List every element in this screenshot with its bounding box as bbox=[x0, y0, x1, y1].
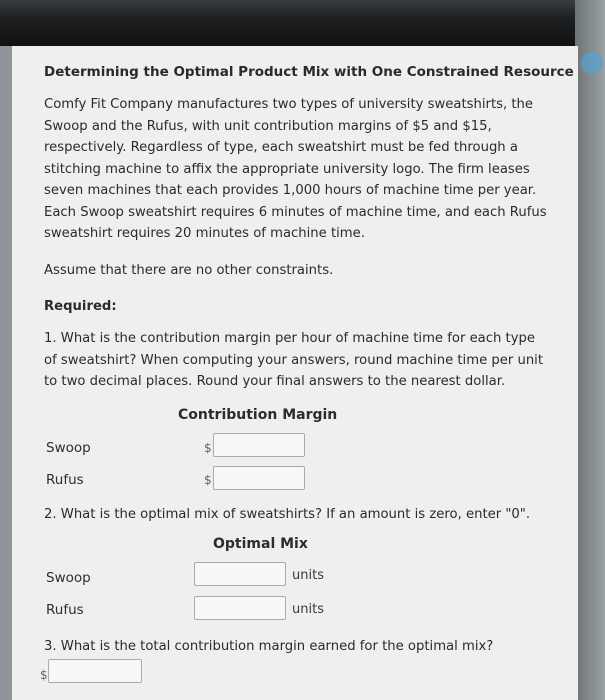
question-2: 2. What is the optimal mix of sweatshirts? If an amount is zero, enter "0". bbox=[44, 507, 531, 522]
swoop-cm-input[interactable] bbox=[213, 433, 305, 457]
description-line: stitching machine to affix the appropriate university logo. The firm leases bbox=[44, 161, 530, 177]
contribution-margin-header: Contribution Margin bbox=[178, 407, 338, 423]
question-3: 3. What is the total contribution margin earned for the optimal mix? bbox=[44, 639, 494, 654]
problem-description bbox=[44, 94, 564, 245]
problem-panel bbox=[12, 46, 578, 700]
q1-swoop-currency: $ bbox=[204, 441, 212, 455]
swoop-units-input[interactable] bbox=[194, 562, 286, 586]
q2-rufus-label: Rufus bbox=[46, 602, 84, 618]
q1-swoop-label: Swoop bbox=[46, 440, 91, 456]
rufus-units-input[interactable] bbox=[194, 596, 286, 620]
required-heading: Required: bbox=[44, 299, 117, 314]
description-line: sweatshirt requires 20 minutes of machine time. bbox=[44, 226, 365, 241]
question-1 bbox=[44, 328, 564, 393]
q2-swoop-label: Swoop bbox=[46, 570, 91, 586]
q3-currency: $ bbox=[40, 668, 48, 682]
description-line: Each Swoop sweatshirt requires 6 minutes of machine time, and each Rufus bbox=[44, 204, 547, 220]
right-edge bbox=[575, 0, 605, 700]
question-line: 1. What is the contribution margin per hour of machine time for each type bbox=[44, 331, 536, 346]
description-line: Comfy Fit Company manufactures two types of university sweatshirts, the bbox=[44, 97, 534, 112]
total-cm-input[interactable] bbox=[48, 659, 142, 683]
rufus-cm-input[interactable] bbox=[213, 466, 305, 490]
problem-title: Determining the Optimal Product Mix with One Constrained Resource bbox=[44, 64, 574, 80]
description-line: seven machines that each provides 1,000 hours of machine time per year. bbox=[44, 183, 537, 198]
q2-swoop-units: units bbox=[292, 568, 324, 583]
description-line: respectively. Regardless of type, each sweatshirt must be fed through a bbox=[44, 140, 518, 155]
assumption-text: Assume that there are no other constraints. bbox=[44, 263, 334, 278]
question-line: to two decimal places. Round your final answers to the nearest dollar. bbox=[44, 374, 506, 389]
help-icon[interactable] bbox=[581, 52, 603, 74]
q1-rufus-currency: $ bbox=[204, 473, 212, 487]
top-bar bbox=[0, 0, 605, 46]
q2-rufus-units: units bbox=[292, 602, 324, 617]
optimal-mix-header: Optimal Mix bbox=[213, 536, 308, 552]
q1-rufus-label: Rufus bbox=[46, 472, 84, 488]
description-line: Swoop and the Rufus, with unit contribution margins of $5 and $15, bbox=[44, 118, 492, 134]
question-line: of sweatshirt? When computing your answers, round machine time per unit bbox=[44, 352, 544, 368]
